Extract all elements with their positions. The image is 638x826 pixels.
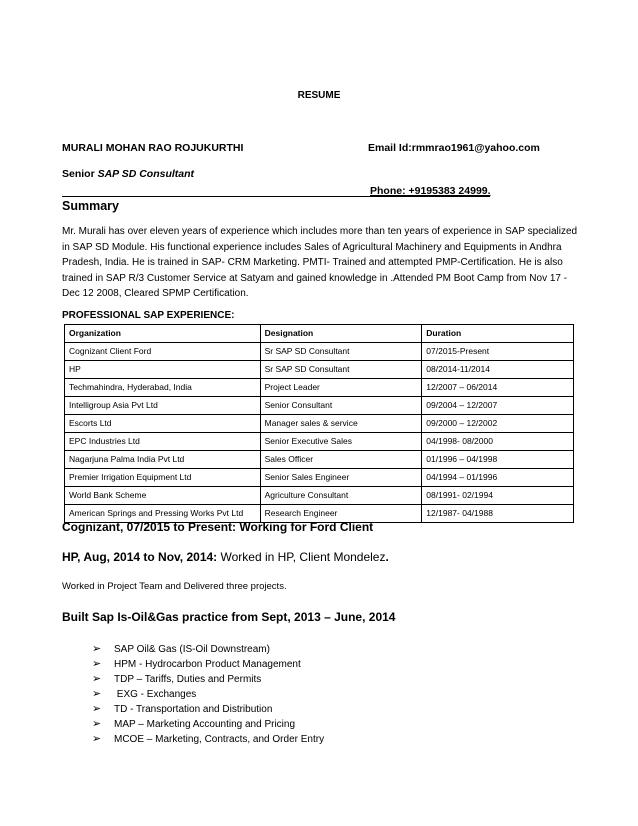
cell-designation: Sr SAP SD Consultant (260, 361, 422, 379)
cell-organization: World Bank Scheme (65, 487, 261, 505)
table-row (65, 379, 574, 397)
cell-organization: American Springs and Pressing Works Pvt Ltd (65, 505, 261, 523)
cell-designation: Senior Sales Engineer (260, 469, 422, 487)
cell-duration: 07/2015-Present (422, 343, 574, 361)
contact-phone: Phone: +9195383 24999. (370, 185, 491, 197)
candidate-name: MURALI MOHAN RAO ROJUKURTHI (62, 142, 244, 154)
experience-table-body (65, 343, 574, 523)
column-header-organization: Organization (65, 325, 261, 343)
list-item (92, 687, 324, 702)
cell-organization: Premier Irrigation Equipment Ltd (65, 469, 261, 487)
cell-organization: Escorts Ltd (65, 415, 261, 433)
hp-project-detail: Worked in Project Team and Delivered three projects. (62, 581, 287, 592)
experience-heading: PROFESSIONAL SAP EXPERIENCE: (62, 310, 235, 321)
candidate-role (62, 168, 194, 180)
list-item (92, 702, 324, 717)
hp-heading-dates: HP, Aug, 2014 to Nov, 2014: (62, 550, 218, 564)
cell-organization: EPC Industries Ltd (65, 433, 261, 451)
list-item-text: TD - Transportation and Distribution (114, 704, 273, 715)
role-title: SAP SD Consultant (97, 168, 195, 180)
cell-duration: 12/1987- 04/1988 (422, 505, 574, 523)
cell-designation: Research Engineer (260, 505, 422, 523)
cell-duration: 08/2014-11/2014 (422, 361, 574, 379)
cell-duration: 09/2000 – 12/2002 (422, 415, 574, 433)
arrow-bullet-icon: ➢ (92, 643, 102, 655)
table-header-row (65, 325, 574, 343)
list-item (92, 642, 324, 657)
cell-designation: Sr SAP SD Consultant (260, 343, 422, 361)
arrow-bullet-icon: ➢ (92, 718, 102, 730)
arrow-bullet-icon: ➢ (92, 658, 102, 670)
role-prefix: Senior (62, 168, 98, 180)
cell-organization: HP (65, 361, 261, 379)
cell-designation: Manager sales & service (260, 415, 422, 433)
header-divider (62, 196, 490, 197)
arrow-bullet-icon: ➢ (92, 673, 102, 685)
hp-heading-client: Worked in HP, Client Mondelez (217, 550, 386, 564)
table-row (65, 343, 574, 361)
list-item-text: SAP Oil& Gas (IS-Oil Downstream) (114, 644, 270, 655)
list-item-text: MCOE – Marketing, Contracts, and Order Entry (114, 734, 325, 745)
cell-duration: 08/1991- 02/1994 (422, 487, 574, 505)
cell-duration: 09/2004 – 12/2007 (422, 397, 574, 415)
cell-duration: 12/2007 – 06/2014 (422, 379, 574, 397)
column-header-designation: Designation (260, 325, 422, 343)
table-row (65, 433, 574, 451)
summary-text: Mr. Murali has over eleven years of experience which includes more than ten years of experience in SAP specialized in SAP SD Module. His functional experience includes Sales of Agricultural Machinery and Equipments in Andhra Pradesh, India. He is trained in SAP- CRM Marketing. PMTI- Trained and attempted PMP-Certification. He is also trained in SAP R/3 Customer Service at Satyam and gained knowledge in .Attended PM Boot Camp from Nov 17 -Dec 12 2008, Cleared SPMP Certification. (62, 226, 578, 299)
column-header-duration: Duration (422, 325, 574, 343)
cell-designation: Project Leader (260, 379, 422, 397)
cell-designation: Senior Consultant (260, 397, 422, 415)
list-item-text: EXG - Exchanges (114, 689, 197, 700)
sap-module-list (92, 642, 324, 747)
cell-designation: Agriculture Consultant (260, 487, 422, 505)
cell-organization: Intelligroup Asia Pvt Ltd (65, 397, 261, 415)
list-item (92, 672, 324, 687)
cell-organization: Cognizant Client Ford (65, 343, 261, 361)
list-item-text: MAP – Marketing Accounting and Pricing (114, 719, 296, 730)
cell-duration: 04/1994 – 01/1996 (422, 469, 574, 487)
hp-heading-period: . (385, 550, 389, 564)
list-item (92, 657, 324, 672)
cell-designation: Senior Executive Sales (260, 433, 422, 451)
table-row (65, 415, 574, 433)
arrow-bullet-icon: ➢ (92, 688, 102, 700)
cell-organization: Nagarjuna Palma India Pvt Ltd (65, 451, 261, 469)
table-row (65, 487, 574, 505)
list-item-text: TDP – Tariffs, Duties and Permits (114, 674, 262, 685)
cell-duration: 01/1996 – 04/1998 (422, 451, 574, 469)
cognizant-heading: Cognizant, 07/2015 to Present: Working for Ford Client (62, 520, 374, 534)
cell-designation: Sales Officer (260, 451, 422, 469)
sap-practice-heading: Built Sap Is-Oil&Gas practice from Sept, 2013 – June, 2014 (62, 610, 396, 624)
document-title: RESUME (297, 90, 341, 101)
table-row (65, 397, 574, 415)
summary-heading: Summary (62, 199, 119, 213)
list-item-text: HPM - Hydrocarbon Product Management (114, 659, 301, 670)
cell-organization: Techmahindra, Hyderabad, India (65, 379, 261, 397)
list-item (92, 732, 324, 747)
hp-heading (62, 550, 389, 564)
list-item (92, 717, 324, 732)
contact-email: Email Id:rmmrao1961@yahoo.com (368, 142, 540, 154)
table-row (65, 361, 574, 379)
table-row (65, 451, 574, 469)
experience-table (64, 324, 574, 523)
arrow-bullet-icon: ➢ (92, 703, 102, 715)
table-row (65, 469, 574, 487)
arrow-bullet-icon: ➢ (92, 733, 102, 745)
cell-duration: 04/1998- 08/2000 (422, 433, 574, 451)
